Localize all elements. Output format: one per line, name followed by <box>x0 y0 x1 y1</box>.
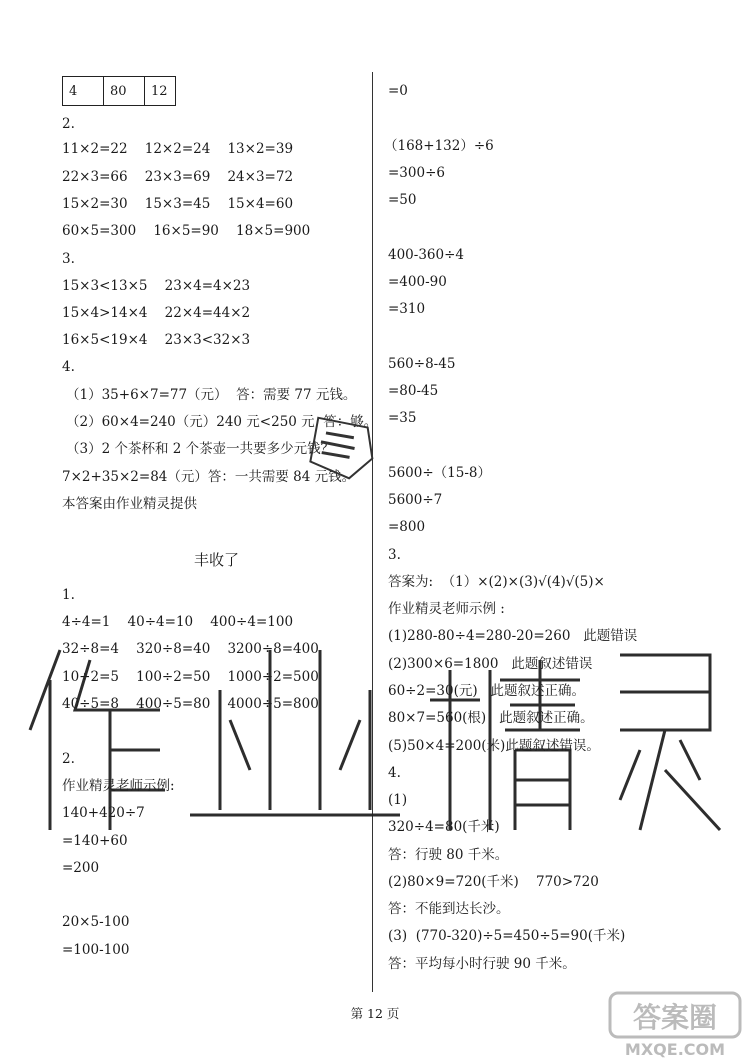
answer-line: (5)50×4=200(米)此题叙述错误。 <box>388 738 600 754</box>
question-number: 1. <box>62 587 75 603</box>
answer-line: =50 <box>388 192 417 208</box>
answer-table <box>62 76 176 106</box>
answer-line: 400-360÷4 <box>388 247 464 263</box>
answer-line: =100-100 <box>62 942 130 958</box>
answer-line: =80-45 <box>388 383 439 399</box>
answer-line: 40÷5=8 400÷5=80 4000÷5=800 <box>62 696 319 712</box>
question-number: 3. <box>62 251 75 267</box>
answer-line: 80×7=560(根) 此题叙述正确。 <box>388 710 594 726</box>
answer-line: （168+132）÷6 <box>384 138 494 154</box>
answer-line: 4÷4=1 40÷4=10 400÷4=100 <box>62 614 294 630</box>
answer-line: =310 <box>388 301 426 317</box>
table-cell: 80 <box>104 77 145 106</box>
answer-line: 60×5=300 16×5=90 18×5=900 <box>62 223 311 239</box>
answer-line: 15×4>14×4 22×4=44×2 <box>62 305 251 321</box>
answer-line: (1) <box>388 792 408 808</box>
answer-line: =35 <box>388 410 417 426</box>
answer-line: =200 <box>62 860 100 876</box>
answer-line: 作业精灵老师示例 : <box>388 601 505 617</box>
answer-line: 16×5<19×4 23×3<32×3 <box>62 332 251 348</box>
answer-line: 5600÷（15-8） <box>388 465 491 481</box>
answer-line: 答：平均每小时行驶 90 千米。 <box>388 956 576 972</box>
table-row <box>63 77 176 106</box>
answer-line: （3）2 个茶杯和 2 个茶壶一共要多少元钱？ <box>66 441 335 457</box>
answer-line: 560÷8-45 <box>388 356 456 372</box>
answer-line: 32÷8=4 320÷8=40 3200÷8=400 <box>62 641 319 657</box>
answer-line: =0 <box>388 83 408 99</box>
answer-line: =800 <box>388 519 426 535</box>
answer-line: 140+420÷7 <box>62 805 145 821</box>
answer-line: (3) (770-320)÷5=450÷5=90(千米) <box>388 928 626 944</box>
svg-text:MXQE.COM: MXQE.COM <box>624 1040 726 1059</box>
question-number: 4. <box>62 359 75 375</box>
answer-line: 60÷2=30(元) 此题叙述正确。 <box>388 683 585 699</box>
table-cell: 12 <box>145 77 176 106</box>
provider-note: 本答案由作业精灵提供 <box>62 496 197 512</box>
question-number: 4. <box>388 765 401 781</box>
answer-line: 答案为: （1）×(2)×(3)√(4)√(5)× <box>388 574 605 590</box>
question-number: 2. <box>62 751 75 767</box>
answer-line: 15×2=30 15×3=45 15×4=60 <box>62 196 294 212</box>
answer-line: 320÷4=80(千米) <box>388 819 500 835</box>
answer-line: =400-90 <box>388 274 447 290</box>
answer-line: 10÷2=5 100÷2=50 1000÷2=500 <box>62 669 319 685</box>
page-number: 第 12 页 <box>350 1006 400 1021</box>
table-cell: 4 <box>63 77 104 106</box>
site-logo-icon <box>600 985 750 1061</box>
answer-line: (1)280-80÷4=280-20=260 此题错误 <box>388 628 638 644</box>
answer-line: （1）35+6×7=77（元） 答：需要 77 元钱。 <box>66 387 357 403</box>
answer-line: 15×3<13×5 23×4=4×23 <box>62 278 251 294</box>
answer-line: 答：不能到达长沙。 <box>388 901 510 917</box>
answer-line: 11×2=22 12×2=24 13×2=39 <box>62 141 294 157</box>
answer-line: 作业精灵老师示例: <box>62 778 175 794</box>
answer-line: 22×3=66 23×3=69 24×3=72 <box>62 169 294 185</box>
answer-line: (2)80×9=720(千米) 770>720 <box>388 874 599 890</box>
answer-line: 20×5-100 <box>62 914 130 930</box>
question-number: 2. <box>62 116 75 132</box>
svg-text:答案圈: 答案圈 <box>632 1001 718 1034</box>
answer-line: 7×2+35×2=84（元）答：一共需要 84 元钱。 <box>62 469 356 485</box>
answer-line: =300÷6 <box>388 165 445 181</box>
answer-line: =140+60 <box>62 833 128 849</box>
answer-line: 答：行驶 80 千米。 <box>388 847 509 863</box>
answer-line: （2）60×4=240（元）240 元<250 元 答：够。 <box>66 414 378 430</box>
column-divider <box>372 72 373 992</box>
answer-line: 5600÷7 <box>388 492 443 508</box>
section-title: 丰收了 <box>194 551 240 569</box>
answer-line: (2)300×6=1800 此题叙述错误 <box>388 656 593 672</box>
question-number: 3. <box>388 547 401 563</box>
